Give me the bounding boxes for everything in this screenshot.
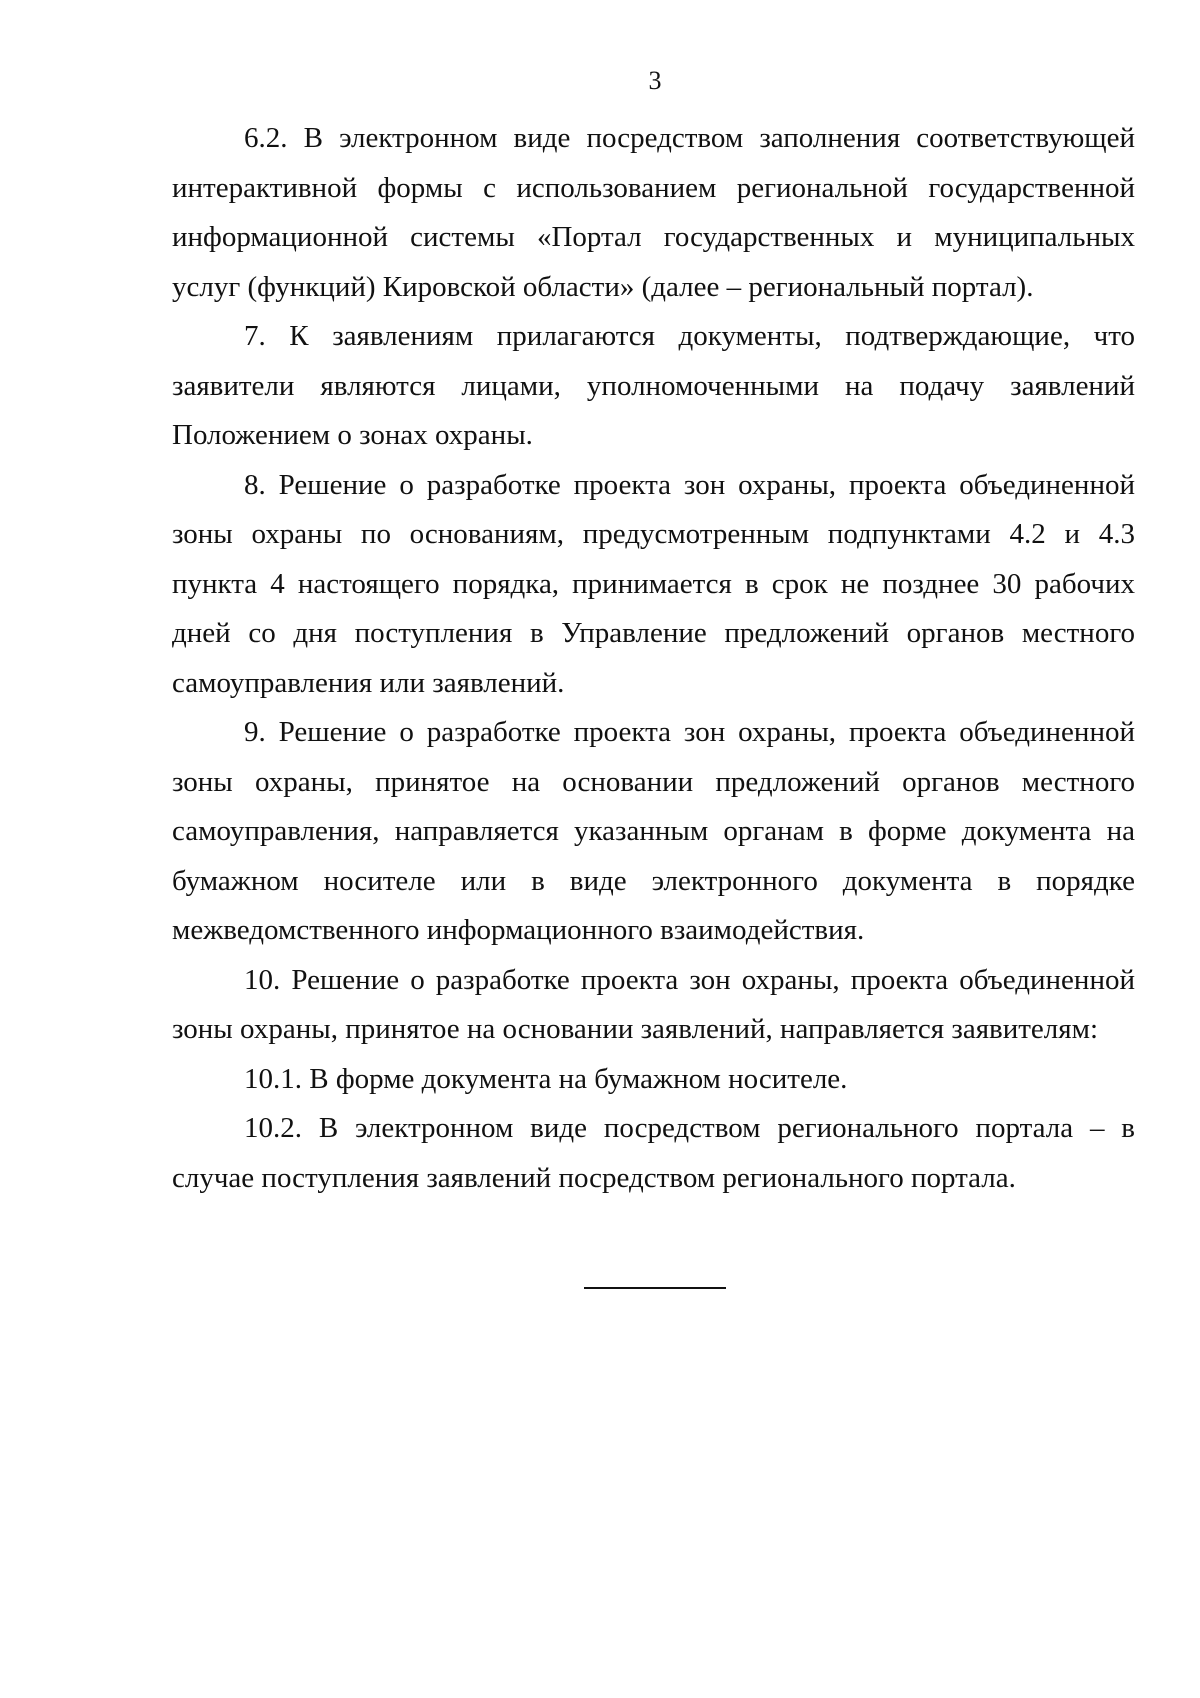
paragraph-9: 9. Решение о разработке проекта зон охраны, проекта объединенной зоны охраны, принятое на основании предложений органов местного самоуправления, направляется указанным органам в форме документа на бумажном носителе или в виде электронного документа в порядке межведомственного информационного взаимодействия. bbox=[172, 716, 1135, 946]
paragraph-10-1: 10.1. В форме документа на бумажном носителе. bbox=[244, 1062, 848, 1095]
page-number: 3 bbox=[648, 66, 662, 95]
paragraph-6-2: 6.2. В электронном виде посредством заполнения соответствующей интерактивной формы с использованием региональной государственной информационной системы «Портал государственных и муниципальных услуг (функций) Кировской области» (далее – региональный портал). bbox=[172, 122, 1135, 303]
paragraph-7: 7. К заявлениям прилагаются документы, подтверждающие, что заявители являются лицами, уполномоченными на подачу заявлений Положением о зонах охраны. bbox=[172, 320, 1135, 451]
paragraph-10: 10. Решение о разработке проекта зон охраны, проекта объединенной зоны охраны, принятое на основании заявлений, направляется заявителям: bbox=[172, 963, 1135, 1045]
end-divider-line bbox=[584, 1287, 726, 1289]
paragraph-8: 8. Решение о разработке проекта зон охраны, проекта объединенной зоны охраны по основаниям, предусмотренным подпунктами 4.2 и 4.3 пункта 4 настоящего порядка, принимается в срок не позднее 30 рабочих дней со дня поступления в Управление предложений органов местного самоуправления или заявлений. bbox=[172, 468, 1135, 699]
paragraph-10-2: 10.2. В электронном виде посредством регионального портала – в случае поступления заявлений посредством регионального портала. bbox=[172, 1112, 1135, 1194]
document-body bbox=[172, 114, 1135, 1203]
